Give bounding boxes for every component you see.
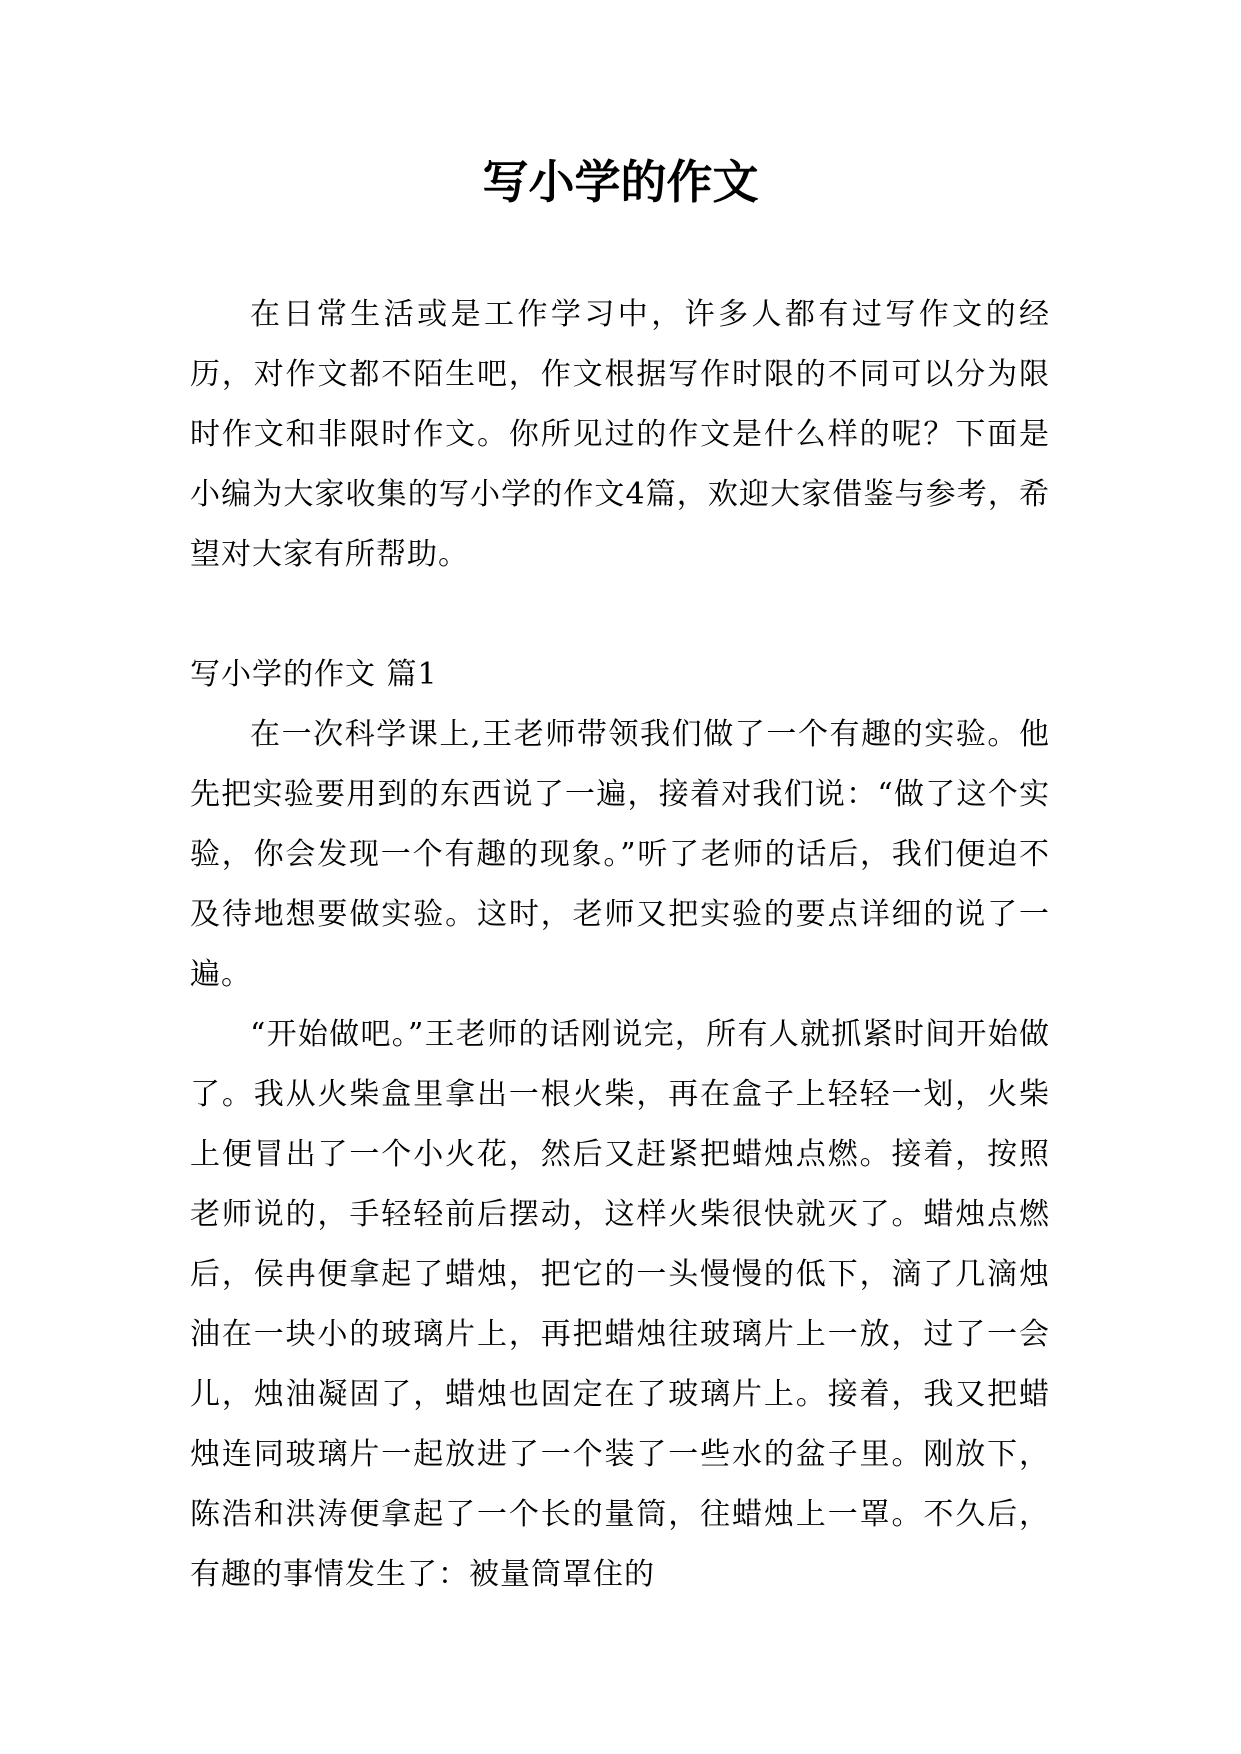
- section-heading: 写小学的作文 篇1: [190, 657, 438, 692]
- body-paragraph-1: 在一次科学课上,王老师带领我们做了一个有趣的实验。他先把实验要用到的东西说了一遍，接着对我们说：“做了这个实验，你会发现一个有趣的现象。”听了老师的话后，我们便迫不及待地想要做实验。这时，老师又把实验的要点详细的说了一遍。: [190, 717, 1050, 992]
- body-paragraph-2: “开始做吧。”王老师的话刚说完，所有人就抓紧时间开始做了。我从火柴盒里拿出一根火柴，再在盒子上轻轻一划，火柴上便冒出了一个小火花，然后又赶紧把蜡烛点燃。接着，按照老师说的，手轻轻前后摆动，这样火柴很快就灭了。蜡烛点燃后，侯冉便拿起了蜡烛，把它的一头慢慢的低下，滴了几滴烛油在一块小的玻璃片上，再把蜡烛往玻璃片上一放，过了一会儿，烛油凝固了，蜡烛也固定在了玻璃片上。接着，我又把蜡烛连同玻璃片一起放进了一个装了一些水的盆子里。刚放下，陈浩和洪涛便拿起了一个长的量筒，往蜡烛上一罩。不久后，有趣的事情发生了：被量筒罩住的: [190, 1017, 1050, 1592]
- document-body: [190, 285, 1050, 1605]
- document-title: 写小学的作文: [482, 155, 759, 209]
- intro-paragraph: 在日常生活或是工作学习中，许多人都有过写作文的经历，对作文都不陌生吧，作文根据写作时限的不同可以分为限时作文和非限时作文。你所见过的作文是什么样的呢？下面是小编为大家收集的写小学的作文4篇，欢迎大家借鉴与参考，希望对大家有所帮助。: [190, 297, 1050, 572]
